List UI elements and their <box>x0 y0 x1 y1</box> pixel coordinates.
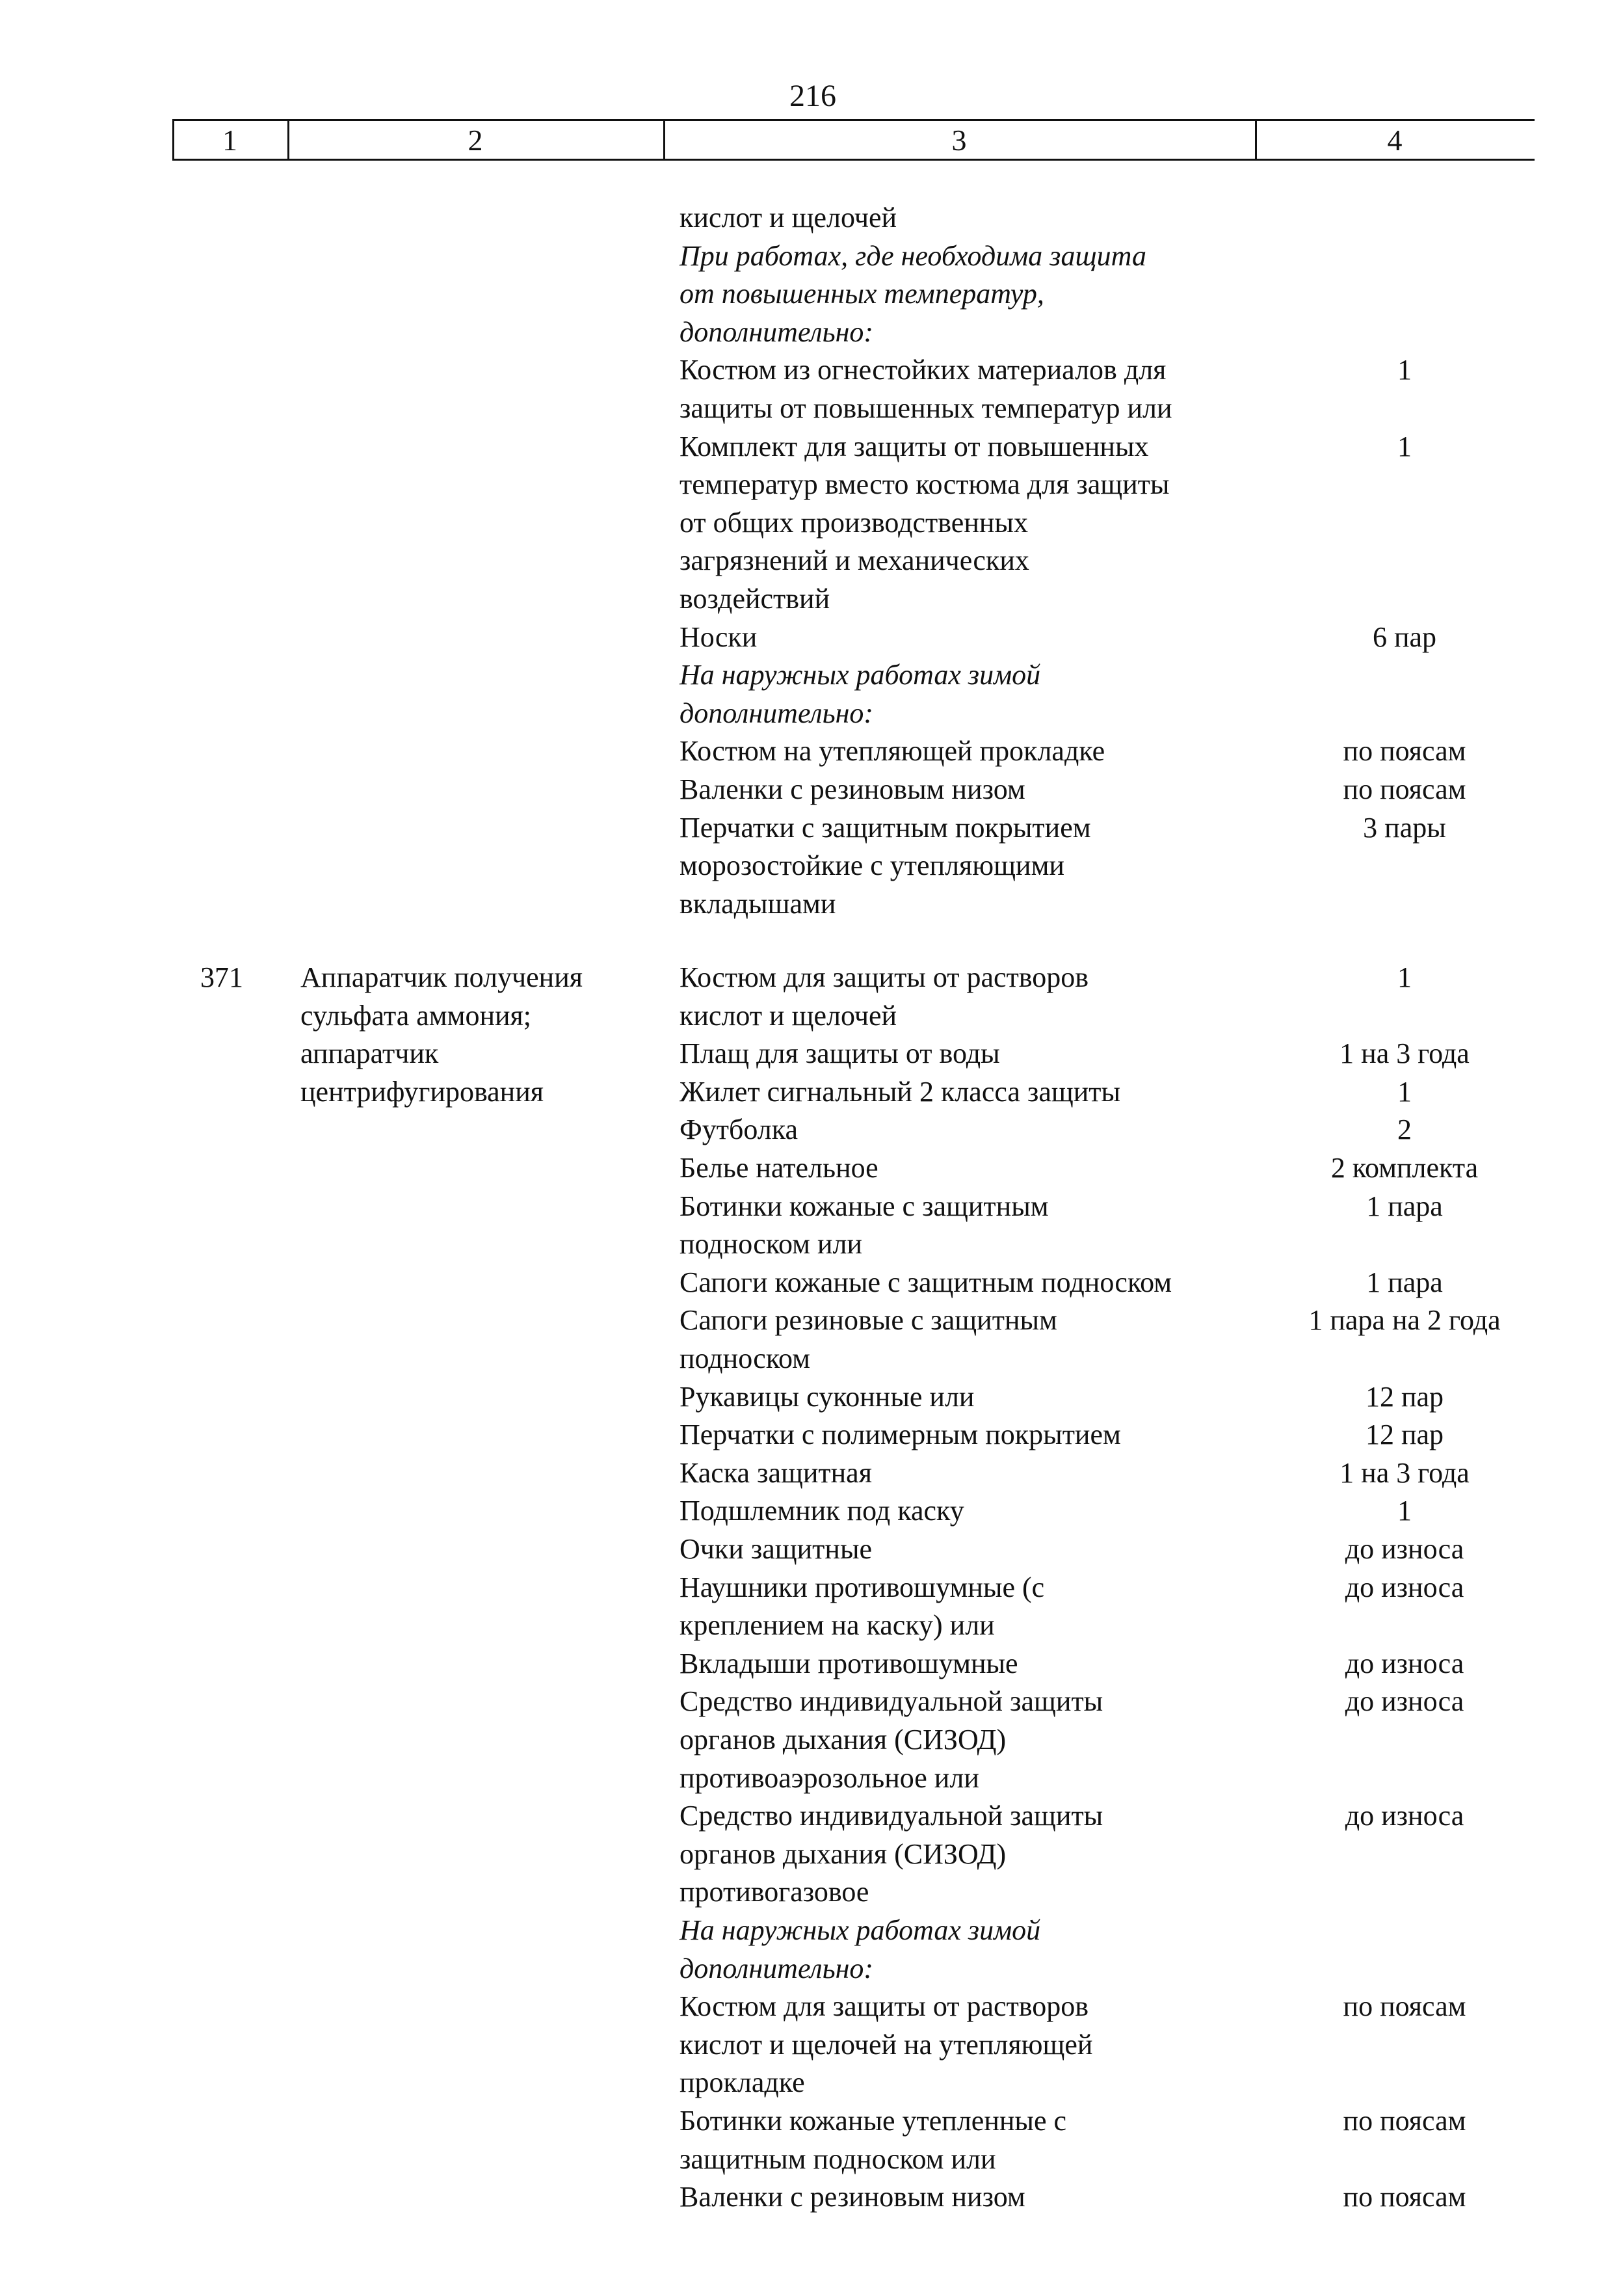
item-text: кислот и щелочей на утепляющей <box>680 2028 1093 2061</box>
item-text: Носки <box>680 621 758 653</box>
item-text: креплением на каску) или <box>680 1609 995 1642</box>
page-number: 216 <box>789 79 836 113</box>
item-text: загрязнений и механических <box>680 544 1029 577</box>
item-text: Ботинки кожаные утепленные с <box>680 2105 1067 2137</box>
column-header-1: 1 <box>222 124 237 157</box>
item-text: Комплект для защиты от повышенных <box>680 430 1149 462</box>
item-text: Сапоги кожаные с защитным подноском <box>680 1266 1172 1298</box>
item-text: температур вместо костюма для защиты <box>680 468 1170 501</box>
item-text: Ботинки кожаные с защитным <box>680 1190 1049 1222</box>
item-text: противоаэрозольное или <box>680 1761 979 1794</box>
item-quantity: по поясам <box>1343 773 1466 805</box>
item-text: Каска защитная <box>680 1456 872 1489</box>
item-text: Средство индивидуальной защиты <box>680 1685 1103 1718</box>
item-text: органов дыхания (СИЗОД) <box>680 1724 1007 1755</box>
item-text: дополнительно: <box>680 315 874 348</box>
position-title: сульфата аммония; <box>300 999 532 1032</box>
item-quantity: 1 пара <box>1366 1190 1443 1222</box>
item-quantity: до износа <box>1345 1571 1464 1603</box>
item-quantity: до износа <box>1345 1800 1464 1832</box>
item-text: морозостойкие с утепляющими <box>680 849 1064 882</box>
item-text: На наружных работах зимой <box>680 1914 1041 1946</box>
item-quantity: по поясам <box>1343 2105 1466 2137</box>
column-header-4: 4 <box>1387 124 1403 157</box>
header-bottom-border <box>172 159 1535 161</box>
item-quantity: до износа <box>1345 1647 1464 1679</box>
entry-number: 371 <box>200 961 243 993</box>
item-text: от общих производственных <box>680 506 1028 539</box>
item-quantity: 1 пара <box>1366 1266 1443 1298</box>
item-quantity: 2 <box>1397 1114 1412 1146</box>
item-text: Костюм для защиты от растворов <box>680 1990 1089 2023</box>
item-text: Очки защитные <box>680 1533 873 1565</box>
item-quantity: по поясам <box>1343 735 1466 768</box>
item-quantity: 1 <box>1397 354 1412 386</box>
item-text: Средство индивидуальной защиты <box>680 1800 1103 1832</box>
item-text: защитным подноском или <box>680 2142 996 2175</box>
item-text: подноском <box>680 1342 810 1374</box>
item-text: Костюм для защиты от растворов <box>680 961 1089 993</box>
item-text: Наушники противошумные (с <box>680 1571 1045 1603</box>
item-text: противогазовое <box>680 1876 869 1908</box>
position-title: Аппаратчик получения <box>300 961 583 993</box>
item-quantity: по поясам <box>1343 2181 1466 2213</box>
item-text: дополнительно: <box>680 1952 874 1984</box>
item-text: При работах, где необходима защита <box>680 239 1146 272</box>
item-text: кислот и щелочей <box>680 999 897 1032</box>
column-header-table <box>172 119 1535 161</box>
item-text: защиты от повышенных температур или <box>680 392 1172 424</box>
item-text: Подшлемник под каску <box>680 1495 964 1527</box>
item-text: вкладышами <box>680 887 836 920</box>
item-quantity: 1 <box>1397 1495 1412 1527</box>
item-text: Перчатки с защитным покрытием <box>680 811 1091 844</box>
item-text: Перчатки с полимерным покрытием <box>680 1419 1121 1451</box>
item-text: кислот и щелочей <box>680 202 897 234</box>
item-text: Вкладыши противошумные <box>680 1647 1018 1679</box>
item-text: дополнительно: <box>680 697 874 729</box>
item-quantity: 1 <box>1397 430 1412 462</box>
item-quantity: до износа <box>1345 1685 1464 1718</box>
item-text: подноском или <box>680 1228 863 1261</box>
item-text: Сапоги резиновые с защитным <box>680 1304 1057 1337</box>
item-text: Белье нательное <box>680 1152 878 1184</box>
header-top-border <box>172 119 1535 121</box>
item-text: воздействий <box>680 583 830 615</box>
item-text: Футболка <box>680 1114 798 1146</box>
item-text: Валенки с резиновым низом <box>680 773 1025 805</box>
position-title: центрифугирования <box>300 1075 544 1108</box>
item-quantity: 6 пар <box>1372 621 1437 653</box>
item-quantity: до износа <box>1345 1533 1464 1565</box>
item-quantity: 1 <box>1397 961 1412 993</box>
position-title: аппаратчик <box>300 1037 439 1070</box>
item-quantity: по поясам <box>1343 1990 1466 2023</box>
item-text: Рукавицы суконные или <box>680 1380 975 1413</box>
item-text: Костюм из огнестойких материалов для <box>680 354 1167 386</box>
column-header-3: 3 <box>951 124 967 157</box>
item-text: На наружных работах зимой <box>680 659 1041 691</box>
item-text: Валенки с резиновым низом <box>680 2181 1025 2213</box>
item-text: Плащ для защиты от воды <box>680 1037 1000 1070</box>
item-quantity: 12 пар <box>1365 1380 1444 1413</box>
item-text: Жилет сигнальный 2 класса защиты <box>680 1075 1121 1108</box>
item-quantity: 1 пара на 2 года <box>1308 1304 1501 1337</box>
column-header-2: 2 <box>468 124 483 157</box>
item-text: органов дыхания (СИЗОД) <box>680 1837 1007 1870</box>
item-quantity: 1 <box>1397 1075 1412 1108</box>
item-quantity: 1 на 3 года <box>1339 1037 1470 1070</box>
item-text: от повышенных температур, <box>680 278 1044 310</box>
item-quantity: 3 пары <box>1363 811 1446 844</box>
item-quantity: 2 комплекта <box>1330 1152 1479 1184</box>
item-quantity: 12 пар <box>1365 1419 1444 1451</box>
item-text: прокладке <box>680 2066 805 2099</box>
item-quantity: 1 на 3 года <box>1339 1456 1470 1489</box>
item-text: Костюм на утепляющей прокладке <box>680 735 1105 768</box>
